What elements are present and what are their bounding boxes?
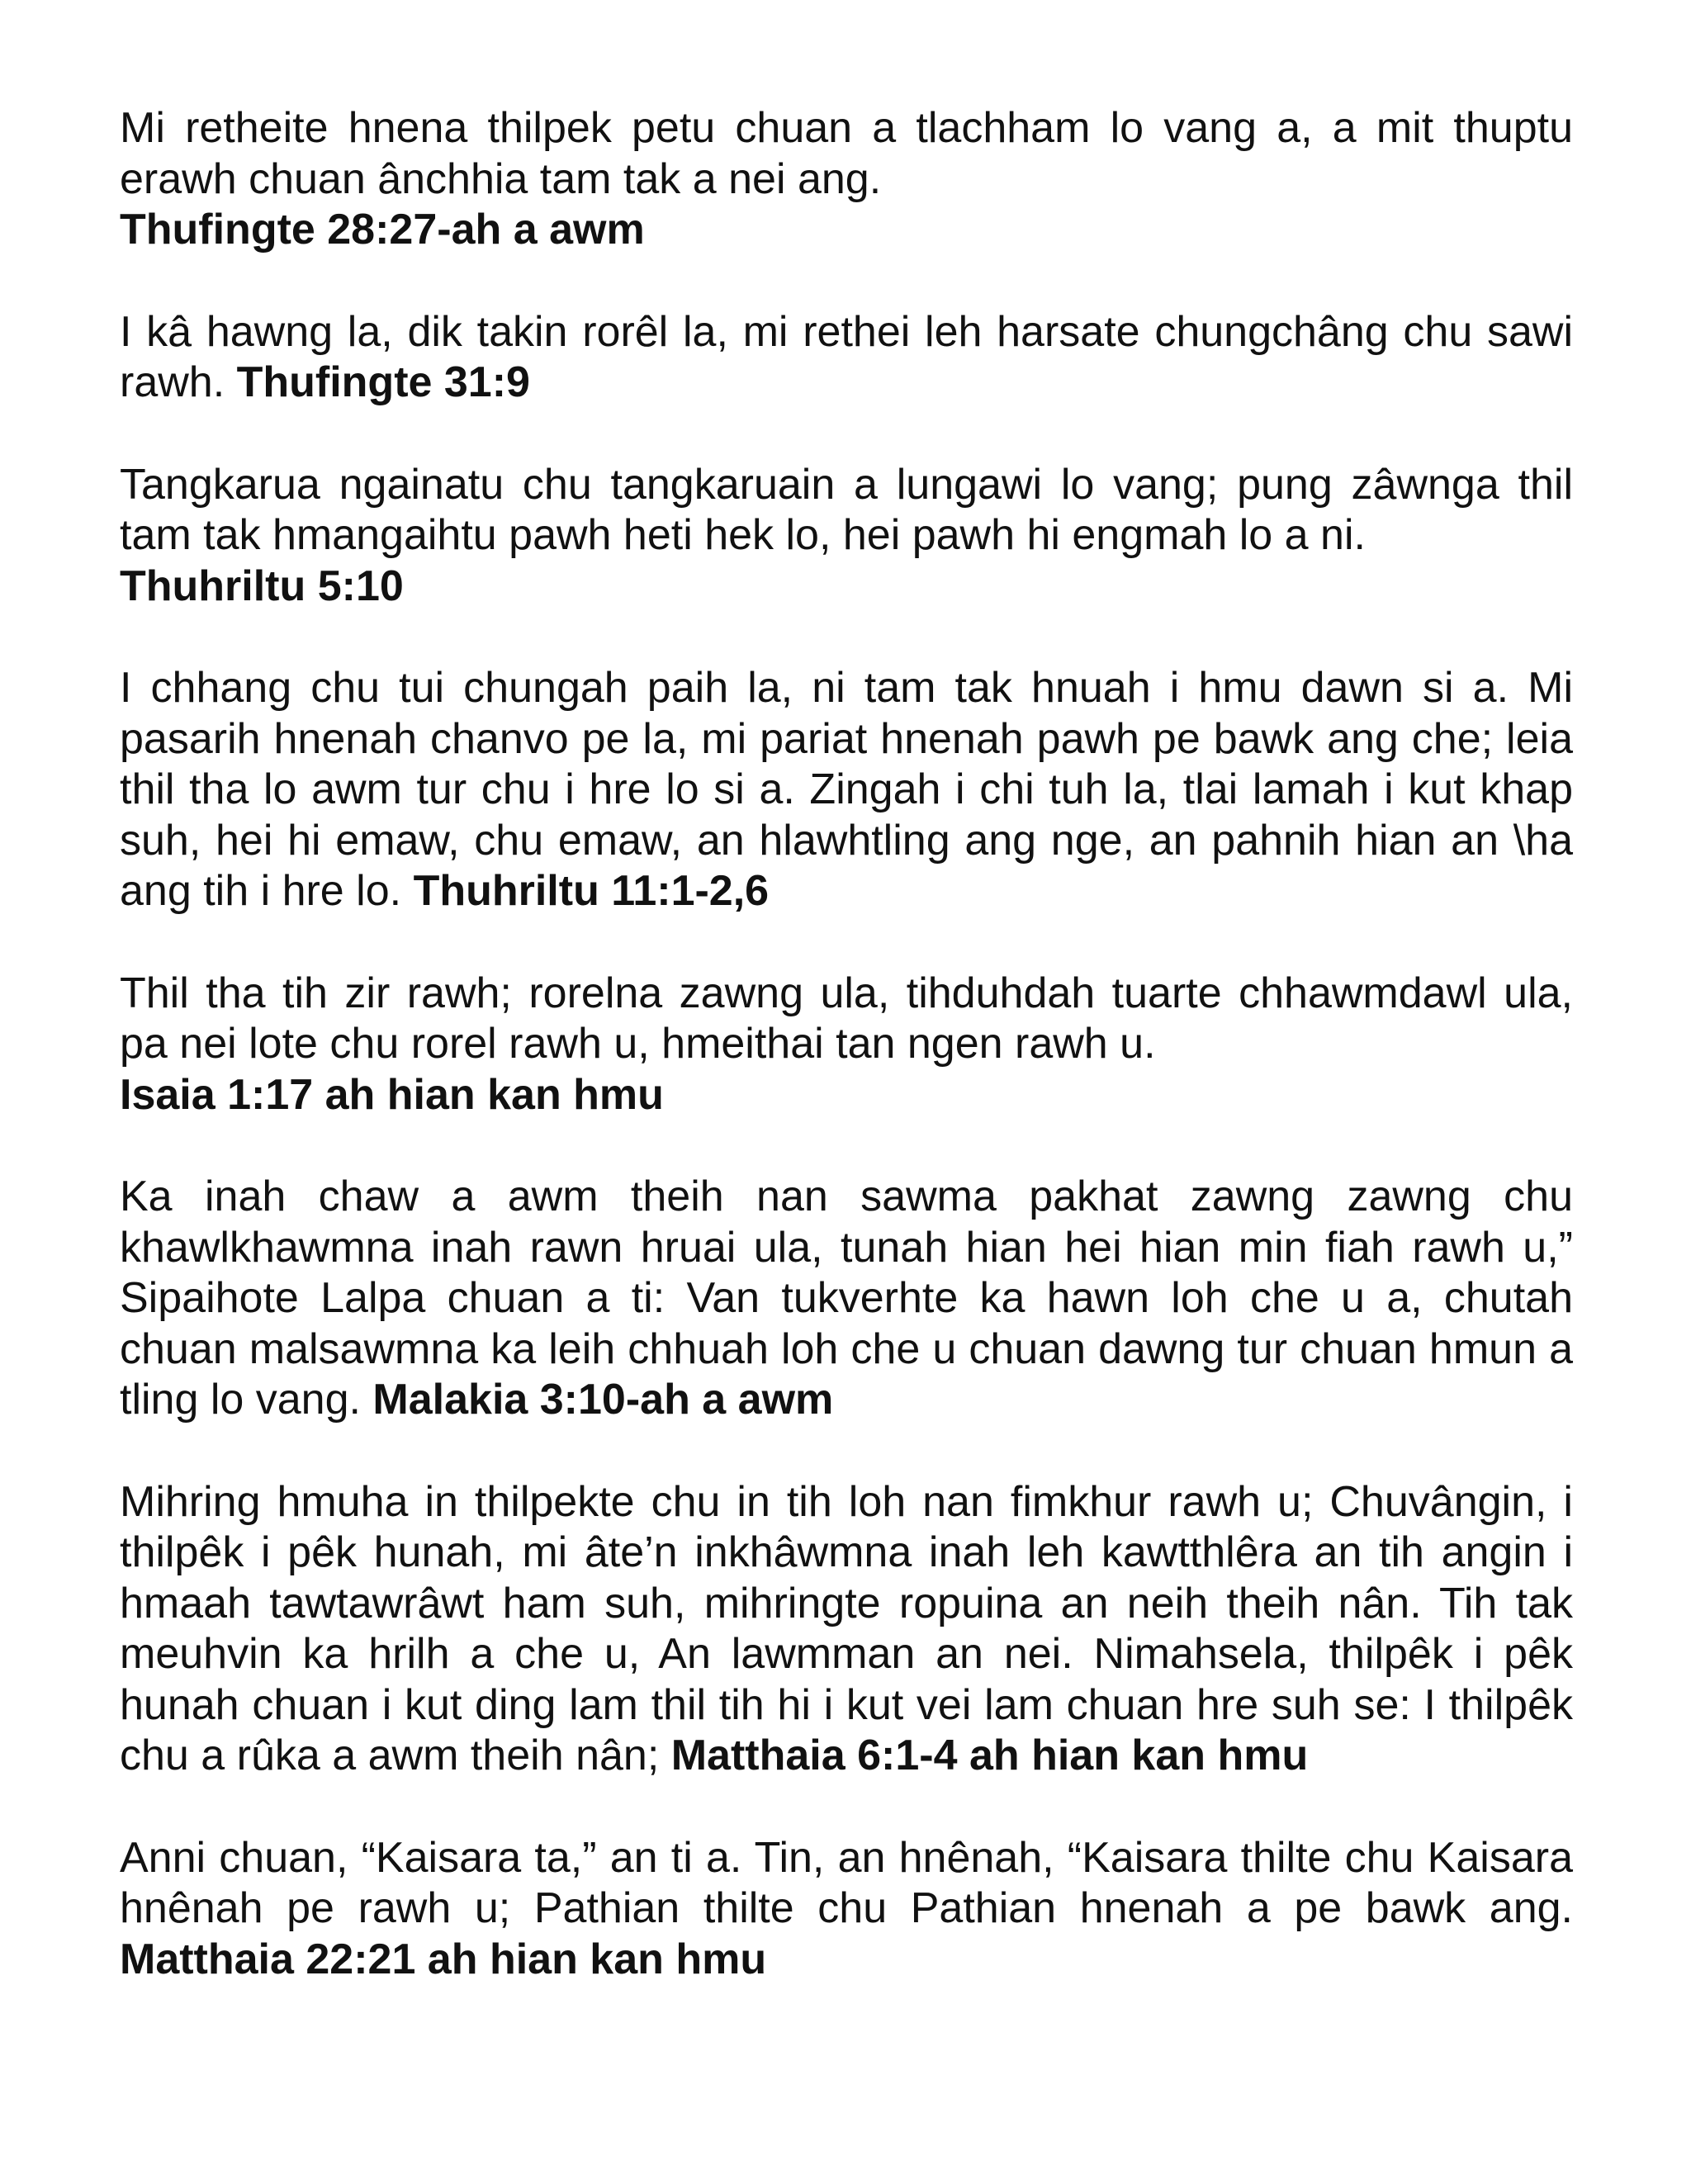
- passage-text: Ka inah chaw a awm theih nan sawma pakhat zawng zawng chu khawlkhawmna inah rawn hruai ula, tunah hian hei hian min fiah rawh u,” Sipaihote Lalpa chuan a ti: Van tukverhte ka hawn loh che u a, chutah chuan malsawmna ka leih chhuah loh che u chuan dawng tur chuan hmun a tling lo vang.: [120, 1173, 1573, 1424]
- passage-7: [120, 1477, 1573, 1782]
- scripture-reference: Thuhriltu 11:1-2,6: [413, 867, 770, 915]
- passage-3: [120, 460, 1573, 613]
- passage-5: [120, 969, 1573, 1121]
- passage-text: Anni chuan, “Kaisara ta,” an ti a. Tin, an hnênah, “Kaisara thilte chu Kaisara hnênah pe rawh u; Pathian thilte chu Pathian hnenah a pe bawk ang.: [120, 1833, 1573, 1932]
- passage-6: [120, 1172, 1573, 1426]
- passage-text: I chhang chu tui chungah paih la, ni tam tak hnuah i hmu dawn si a. Mi pasarih hnenah chanvo pe la, mi pariat hnenah pawh pe bawk ang che; leia thil tha lo awm tur chu i hre lo si a. Zingah i chi tuh la, tlai lamah i kut khap suh, hei hi emaw, chu emaw, an hlawhtling ang nge, an pahnih hian an \ha ang tih i hre lo.: [120, 664, 1573, 915]
- passage-8: [120, 1833, 1573, 1986]
- passage-text: Mihring hmuha in thilpekte chu in tih loh nan fimkhur rawh u; Chuvângin, i thilpêk i pêk hunah, mi âte’n inkhâwmna inah leh kawtthlêra an tih angin i hmaah tawtawrâwt ham suh, mihringte ropuina an neih theih nân. Tih tak meuhvin ka hrilh a che u, An lawmman an nei. Nimahsela, thilpêk i pêk hunah chuan i kut ding lam thil tih hi i kut vei lam chuan hre suh se: I thilpêk chu a rûka a awm theih nân;: [120, 1477, 1573, 1779]
- passage-4: [120, 663, 1573, 917]
- scripture-reference: Thufingte 28:27-ah a awm: [120, 206, 645, 253]
- passage-text: Mi retheite hnena thilpek petu chuan a tlachham lo vang a, a mit thuptu erawh chuan ânchhia tam tak a nei ang.: [120, 104, 1573, 203]
- passage-text: Thil tha tih zir rawh; rorelna zawng ula, tihduhdah tuarte chhawmdawl ula, pa nei lote chu rorel rawh u, hmeithai tan ngen rawh u.: [120, 969, 1573, 1068]
- scripture-reference: Thufingte 31:9: [236, 358, 530, 406]
- document-page: [120, 103, 1573, 2036]
- passage-2: [120, 307, 1573, 409]
- passage-text: Tangkarua ngainatu chu tangkaruain a lungawi lo vang; pung zâwnga thil tam tak hmangaihtu pawh heti hek lo, hei pawh hi engmah lo a ni.: [120, 460, 1573, 559]
- scripture-reference: Thuhriltu 5:10: [120, 561, 404, 610]
- passage-1: [120, 103, 1573, 256]
- scripture-reference: Matthaia 6:1-4 ah hian kan hmu: [670, 1732, 1309, 1779]
- scripture-reference: Malakia 3:10-ah a awm: [372, 1376, 834, 1424]
- scripture-reference: Matthaia 22:21 ah hian kan hmu: [120, 1935, 767, 1983]
- scripture-reference: Isaia 1:17 ah hian kan hmu: [120, 1070, 664, 1119]
- passage-text: I kâ hawng la, dik takin rorêl la, mi rethei leh harsate chungchâng chu sawi rawh.: [120, 307, 1573, 406]
